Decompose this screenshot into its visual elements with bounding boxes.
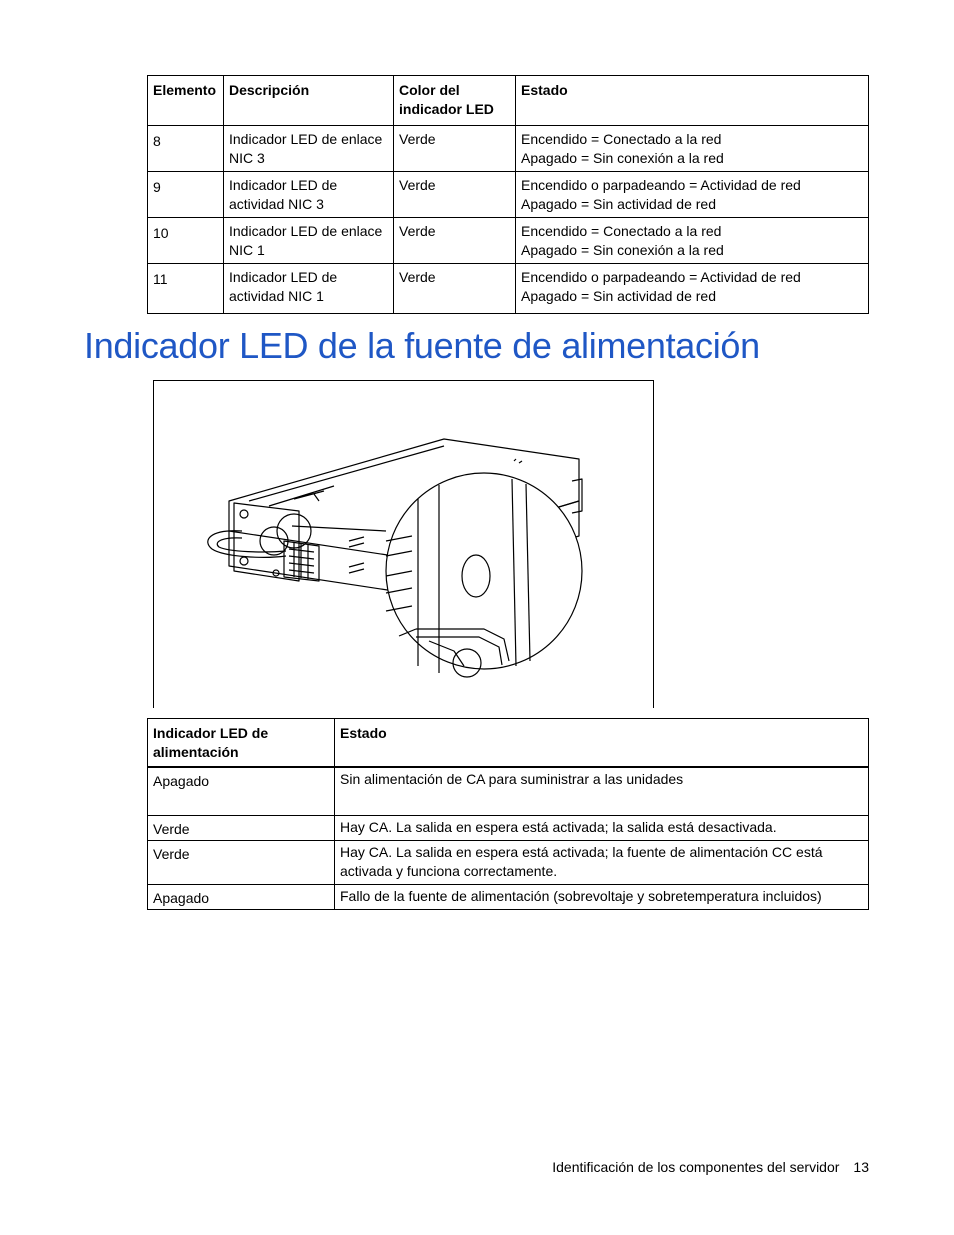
led-state: Verde — [148, 816, 335, 841]
table-header-row — [148, 719, 869, 768]
status-line: Apagado = Sin actividad de red — [521, 288, 716, 304]
page-footer — [552, 1159, 869, 1175]
table-row — [148, 816, 869, 841]
table-header-row — [148, 76, 869, 126]
item-description: Indicador LED de enlace NIC 1 — [224, 218, 394, 264]
column-header: Elemento — [148, 76, 224, 126]
led-state: Apagado — [148, 885, 335, 910]
item-color: Verde — [394, 126, 516, 172]
led-status: Hay CA. La salida en espera está activada; la fuente de alimentación CC está activada y funciona correctamente. — [335, 841, 869, 885]
led-status: Sin alimentación de CA para suministrar a las unidades — [335, 767, 869, 816]
table-row — [148, 841, 869, 885]
item-color: Verde — [394, 172, 516, 218]
status-line: Encendido = Conectado a la red — [521, 131, 722, 147]
column-header: Estado — [335, 719, 869, 768]
item-description: Indicador LED de enlace NIC 3 — [224, 126, 394, 172]
item-number: 10 — [148, 218, 224, 264]
led-state: Verde — [148, 841, 335, 885]
item-description: Indicador LED de actividad NIC 1 — [224, 264, 394, 314]
item-color: Verde — [394, 264, 516, 314]
column-header: Color del indicador LED — [394, 76, 516, 126]
page-number: 13 — [853, 1159, 869, 1175]
column-header: Estado — [516, 76, 869, 126]
table-row — [148, 218, 869, 264]
power-supply-illustration-icon — [154, 381, 655, 709]
led-status: Hay CA. La salida en espera está activada; la salida está desactivada. — [335, 816, 869, 841]
item-status — [516, 172, 869, 218]
item-number: 8 — [148, 126, 224, 172]
table-row — [148, 885, 869, 910]
table-row — [148, 264, 869, 314]
led-status: Fallo de la fuente de alimentación (sobrevoltaje y sobretemperatura incluidos) — [335, 885, 869, 910]
status-line: Apagado = Sin conexión a la red — [521, 150, 724, 166]
status-line: Encendido = Conectado a la red — [521, 223, 722, 239]
item-status — [516, 264, 869, 314]
power-supply-figure — [153, 380, 654, 708]
status-line: Apagado = Sin actividad de red — [521, 196, 716, 212]
column-header: Descripción — [224, 76, 394, 126]
column-header: Indicador LED de alimentación — [148, 719, 335, 768]
status-line: Encendido o parpadeando = Actividad de red — [521, 177, 801, 193]
item-status — [516, 126, 869, 172]
table-row — [148, 767, 869, 816]
table-row — [148, 126, 869, 172]
item-description: Indicador LED de actividad NIC 3 — [224, 172, 394, 218]
item-number: 9 — [148, 172, 224, 218]
section-title: Indicador LED de la fuente de alimentación — [84, 325, 760, 366]
led-state: Apagado — [148, 767, 335, 816]
status-line: Encendido o parpadeando = Actividad de red — [521, 269, 801, 285]
footer-chapter: Identificación de los componentes del servidor — [552, 1159, 840, 1175]
item-number: 11 — [148, 264, 224, 314]
led-table — [147, 75, 869, 314]
status-line: Apagado = Sin conexión a la red — [521, 242, 724, 258]
table-row — [148, 172, 869, 218]
item-color: Verde — [394, 218, 516, 264]
power-led-table — [147, 718, 869, 910]
item-status — [516, 218, 869, 264]
